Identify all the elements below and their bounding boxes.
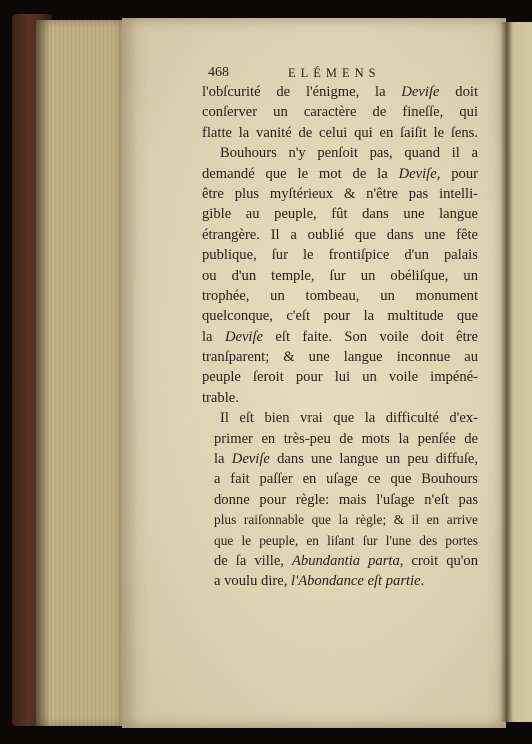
text-line: a fait paſſer en uſage ce que Bouhours — [214, 471, 478, 488]
text-line: a voulu dire, l'Abondance eſt partie. — [214, 573, 425, 590]
text-line: la Deviſe eſt faite. Son voile doit être — [202, 328, 479, 345]
text-line: plus raiſonnable que la règle; & il en arrive — [214, 512, 478, 528]
text-line: Bouhours n'y penſoit pas, quand il a — [220, 145, 478, 162]
text-line: primer en très-peu de mots la penſée de — [214, 430, 478, 447]
text-line: la Deviſe dans une langue un peu diffuſe, — [214, 451, 478, 468]
text-line: demandé que le mot de la Deviſe, pour — [202, 165, 478, 182]
text-line: étrangère. Il a oublié que dans une fête — [202, 226, 478, 243]
text-line: ou d'un temple, ſur un obéliſque, un — [202, 267, 478, 284]
text-line: de ſa ville, Abundantia parta, croit qu'on — [214, 552, 479, 569]
page-block-shadow — [36, 20, 50, 726]
text-line: l'obſcurité de l'énigme, la Deviſe doit — [202, 84, 478, 100]
text-line: tranſparent; & une langue inconnue au — [202, 349, 478, 366]
text-line: trophée, un tombeau, un monument — [202, 287, 478, 304]
text-line: donne pour règle: mais l'uſage n'eſt pas — [214, 491, 478, 508]
text-line: Il eſt bien vrai que la difficulté d'ex- — [220, 410, 478, 427]
text-line: gible au peuple, fût dans une langue — [202, 206, 478, 223]
running-head: ELÉMENS — [288, 66, 381, 80]
page-header — [202, 64, 478, 82]
page-text — [202, 64, 478, 592]
text-line: être plus myſtérieux & n'être pas intelli- — [202, 185, 478, 202]
text-line: publique, ſur le frontiſpice d'un palais — [202, 247, 478, 264]
text-line: conſerver un caractère de fineſſe, qui — [202, 104, 478, 121]
page-number: 468 — [208, 65, 229, 80]
text-line: peuple ſeroit pour lui un voile impéné- — [202, 369, 478, 386]
text-line: que le peuple, en liſant ſur l'une des portes — [214, 532, 478, 548]
text-line: quelconque, c'eſt pour la multitude que — [202, 308, 478, 325]
text-line: trable. — [202, 389, 239, 406]
text-line: flatte la vanité de celui qui en ſaiſit le ſens. — [202, 124, 478, 141]
gutter-shadow — [500, 22, 512, 722]
